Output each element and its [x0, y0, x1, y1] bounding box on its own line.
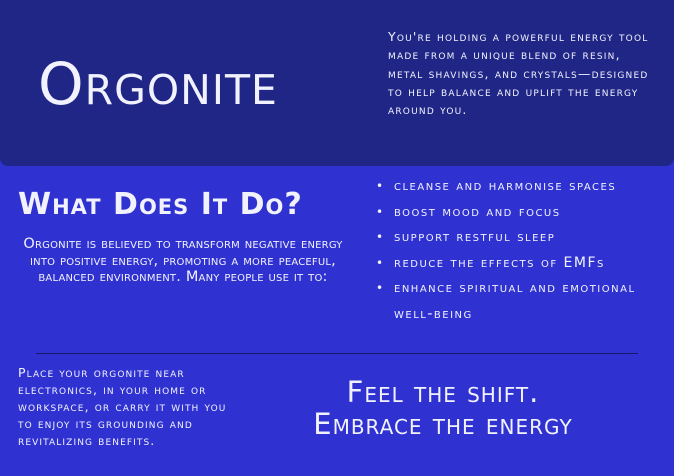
intro-text: You're holding a powerful energy tool made from a unique blend of resin, metal shavings, and crystals—designed to help balance and uplift the energy around you. [388, 29, 649, 118]
list-item: • support restful sleep [376, 225, 666, 251]
list-item: • reduce the effects of EMFs [376, 251, 666, 277]
list-item: • boost mood and focus [376, 200, 666, 226]
list-item: • cleanse and harmonise spaces [376, 174, 666, 200]
tagline-line-1: Feel the shift. [346, 375, 540, 409]
section-heading: What Does It Do? [18, 187, 303, 222]
tagline [268, 376, 618, 440]
list-item: • enhance spiritual and emotional well-being [376, 276, 666, 327]
benefits-list [376, 174, 666, 327]
description-paragraph: Orgonite is believed to transform negative energy into positive energy, promoting a more peaceful, balanced environment. Many people use it to: [23, 236, 343, 285]
page-title: Orgonite [38, 50, 278, 118]
placement-text: Place your orgonite near electronics, in your home or workspace, or carry it with you to enjoy its grounding and revitalizing benefits. [18, 365, 227, 448]
tagline-line-2: Embrace the energy [313, 407, 573, 441]
divider [36, 353, 638, 354]
